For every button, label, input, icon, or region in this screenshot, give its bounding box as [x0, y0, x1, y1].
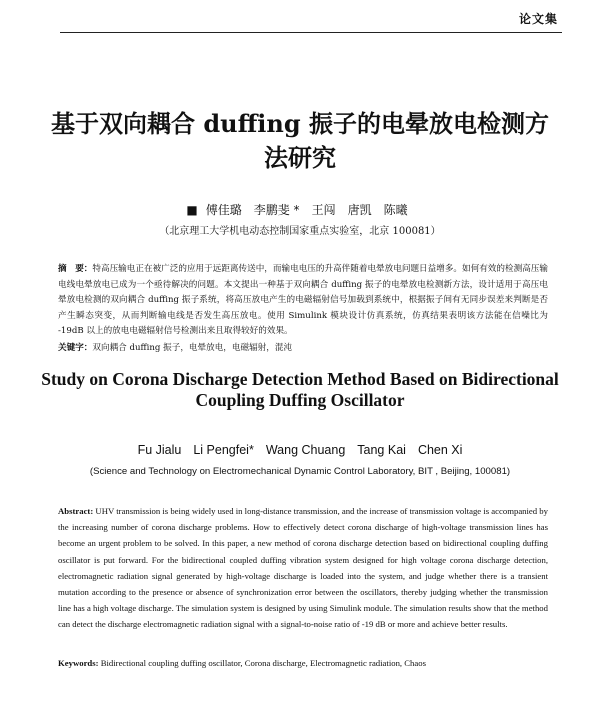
keywords-label: 关键字：	[58, 343, 93, 353]
english-abstract	[58, 503, 548, 633]
author-name: Chen Xi	[417, 443, 463, 457]
author-marker-icon: ■	[186, 203, 198, 217]
english-title: Study on Corona Discharge Detection Method Based on Bidirectional Coupling Duffing Oscillator	[41, 369, 559, 410]
abstract-text: 特高压输电正在被广泛的应用于远距离传送中，而输电电压的升高伴随着电晕放电问题日益增多。如何有效的检测高压输电线电晕放电已成为一个亟待解决的问题。本文提出一种基于双向耦合 duffing 振子的电晕放电检测新方法，设计适用于高压电晕放电检测的双向耦合 duffing 振子系统，将高压放电产生的电磁辐射信号加载到系统中，根据振子间有无同步误差来判断是否产生瞬态突变，从而判断输电线是否发生高压放电。使用 Simulink 模块设计仿真系统，仿真结果表明该方法能在信噪比为 -19dB 以上的放电电磁辐射信号检测出来且取得较好的效果。	[58, 264, 548, 337]
keywords-text: Bidirectional coupling duffing oscillator, Corona discharge, Electromagnetic radiation, Chaos	[100, 658, 426, 668]
keywords-text: 双向耦合 duffing 振子，电晕放电，电磁辐射，混沌	[92, 343, 293, 353]
author-name: Li Pengfei*	[193, 443, 254, 457]
author-name: 陈曦	[383, 203, 408, 217]
author-name: Fu Jialu	[137, 443, 182, 457]
author-name: Wang Chuang	[265, 443, 346, 457]
author-name: Tang Kai	[357, 443, 406, 457]
english-authors	[0, 443, 600, 457]
english-affiliation: (Science and Technology on Electromechanical Dynamic Control Laboratory, BIT , Beijing, 100081)	[89, 466, 511, 477]
chinese-affiliation: （北京理工大学机电动态控制国家重点实验室，北京 100081）	[159, 226, 441, 237]
header-rule	[60, 32, 562, 33]
keywords-label: Keywords:	[58, 658, 99, 668]
abstract-label: 摘 要：	[58, 264, 93, 274]
author-name: 李鹏斐 *	[253, 203, 300, 217]
journal-section-header: 论文集	[518, 12, 558, 26]
abstract-text: UHV transmission is being widely used in long-distance transmission, and the increase of transmission voltage is accompanied by the increasing number of corona discharge problems. How to effectively detect corona discharge of high-voltage transmission lines has become an urgent problem to be solved. In this paper, a new method of corona discharge detection based on bidirectional coupling duffing oscillator is put forward. For the bidirectional coupled duffing vibration system designed for high voltage corona discharge detection, electromagnetic radiation signal generated by high-voltage discharge is loaded into the system, and judge whether there is a transient mutation according to the presence or absence of synchronization error between the oscillators, thereby judging whether the transmission line has a high voltage discharge. The simulation system is designed by using Simulink module. The simulation results show that the method can detect the discharge electromagnetic radiation signal with a signal-to-noise ratio of -19 dB or more and achieve better results.	[58, 506, 548, 630]
author-name: 唐凯	[347, 203, 372, 217]
chinese-title: 基于双向耦合 duffing 振子的电晕放电检测方法研究	[51, 109, 549, 172]
chinese-abstract	[58, 262, 548, 340]
author-name: 王闯	[311, 203, 336, 217]
chinese-keywords	[58, 341, 548, 355]
author-name: 傅佳璐	[205, 203, 242, 217]
abstract-label: Abstract:	[58, 506, 94, 516]
english-keywords	[58, 656, 548, 670]
chinese-authors	[0, 201, 600, 218]
